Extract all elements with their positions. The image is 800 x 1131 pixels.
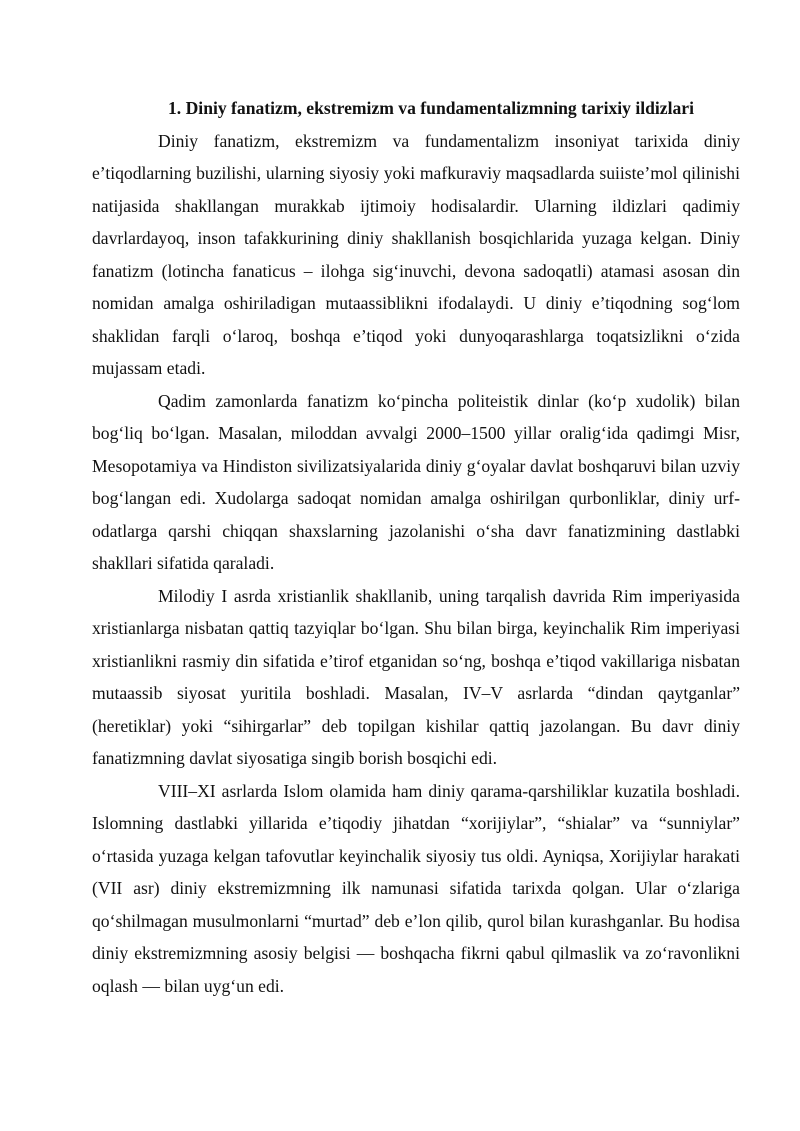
- paragraph-1: Diniy fanatizm, ekstremizm va fundamentalizm insoniyat tarixida diniy e’tiqodlarning buzilishi, ularning siyosiy yoki mafkuraviy maqsadlarda suiiste’mol qilinishi natijasida shakllangan murakkab ijtimoiy hodisalardir. Ularning ildizlari qadimiy davrlardayoq, inson tafakkurining diniy shakllanish bosqichlarida yuzaga kelgan. Diniy fanatizm (lotincha fanaticus – ilohga sig‘inuvchi, devona sadoqatli) atamasi asosan din nomidan amalga oshiriladigan mutaassiblikni ifodalaydi. U diniy e’tiqodning sog‘lom shaklidan farqli o‘laroq, boshqa e’tiqod yoki dunyoqarashlarga toqatsizlikni o‘zida mujassam etadi.: [92, 130, 740, 378]
- section-heading: 1. Diniy fanatizm, ekstremizm va fundamentalizmning tarixiy ildizlari: [168, 98, 694, 118]
- paragraph-2: Qadim zamonlarda fanatizm ko‘pincha politeistik dinlar (ko‘p xudolik) bilan bog‘liq bo‘lgan. Masalan, miloddan avvalgi 2000–1500 yillar oralig‘ida qadimgi Misr, Mesopotamiya va Hindiston sivilizatsiyalarida diniy g‘oyalar davlat boshqaruvi bilan uzviy bog‘langan edi. Xudolarga sadoqat nomidan amalga oshirilgan qurbonliklar, diniy urf-odatlarga qarshi chiqqan shaxslarning jazolanishi o‘sha davr fanatizmining dastlabki shakllari sifatida qaraladi.: [92, 390, 740, 573]
- paragraph-4: VIII–XI asrlarda Islom olamida ham diniy qarama-qarshiliklar kuzatila boshladi. Islomning dastlabki yillarida e’tiqodiy jihatdan “xorijiylar”, “shialar” va “sunniylar” o‘rtasida yuzaga kelgan tafovutlar keyinchalik siyosiy tus oldi. Ayniqsa, Xorijiylar harakati (VII asr) diniy ekstremizmning ilk namunasi sifatida tarixda qolgan. Ular o‘zlariga qo‘shilmagan musulmonlarni “murtad” deb e’lon qilib, qurol bilan kurashganlar. Bu hodisa diniy ekstremizmning asosiy belgisi — boshqacha fikrni qabul qilmaslik va zo‘ravonlikni oqlash — bilan uyg‘un edi.: [92, 780, 740, 996]
- paragraph-3: Milodiy I asrda xristianlik shakllanib, uning tarqalish davrida Rim imperiyasida xristianlarga nisbatan qattiq tazyiqlar bo‘lgan. Shu bilan birga, keyinchalik Rim imperiyasi xristianlikni rasmiy din sifatida e’tirof etganidan so‘ng, boshqa e’tiqod vakillariga nisbatan mutaassib siyosat yuritila boshladi. Masalan, IV–V asrlarda “dindan qaytganlar” (heretiklar) yoki “sihirgarlar” deb topilgan kishilar qattiq jazolangan. Bu davr diniy fanatizmning davlat siyosatiga singib borish bosqichi edi.: [92, 585, 740, 768]
- document-body: [92, 92, 740, 1002]
